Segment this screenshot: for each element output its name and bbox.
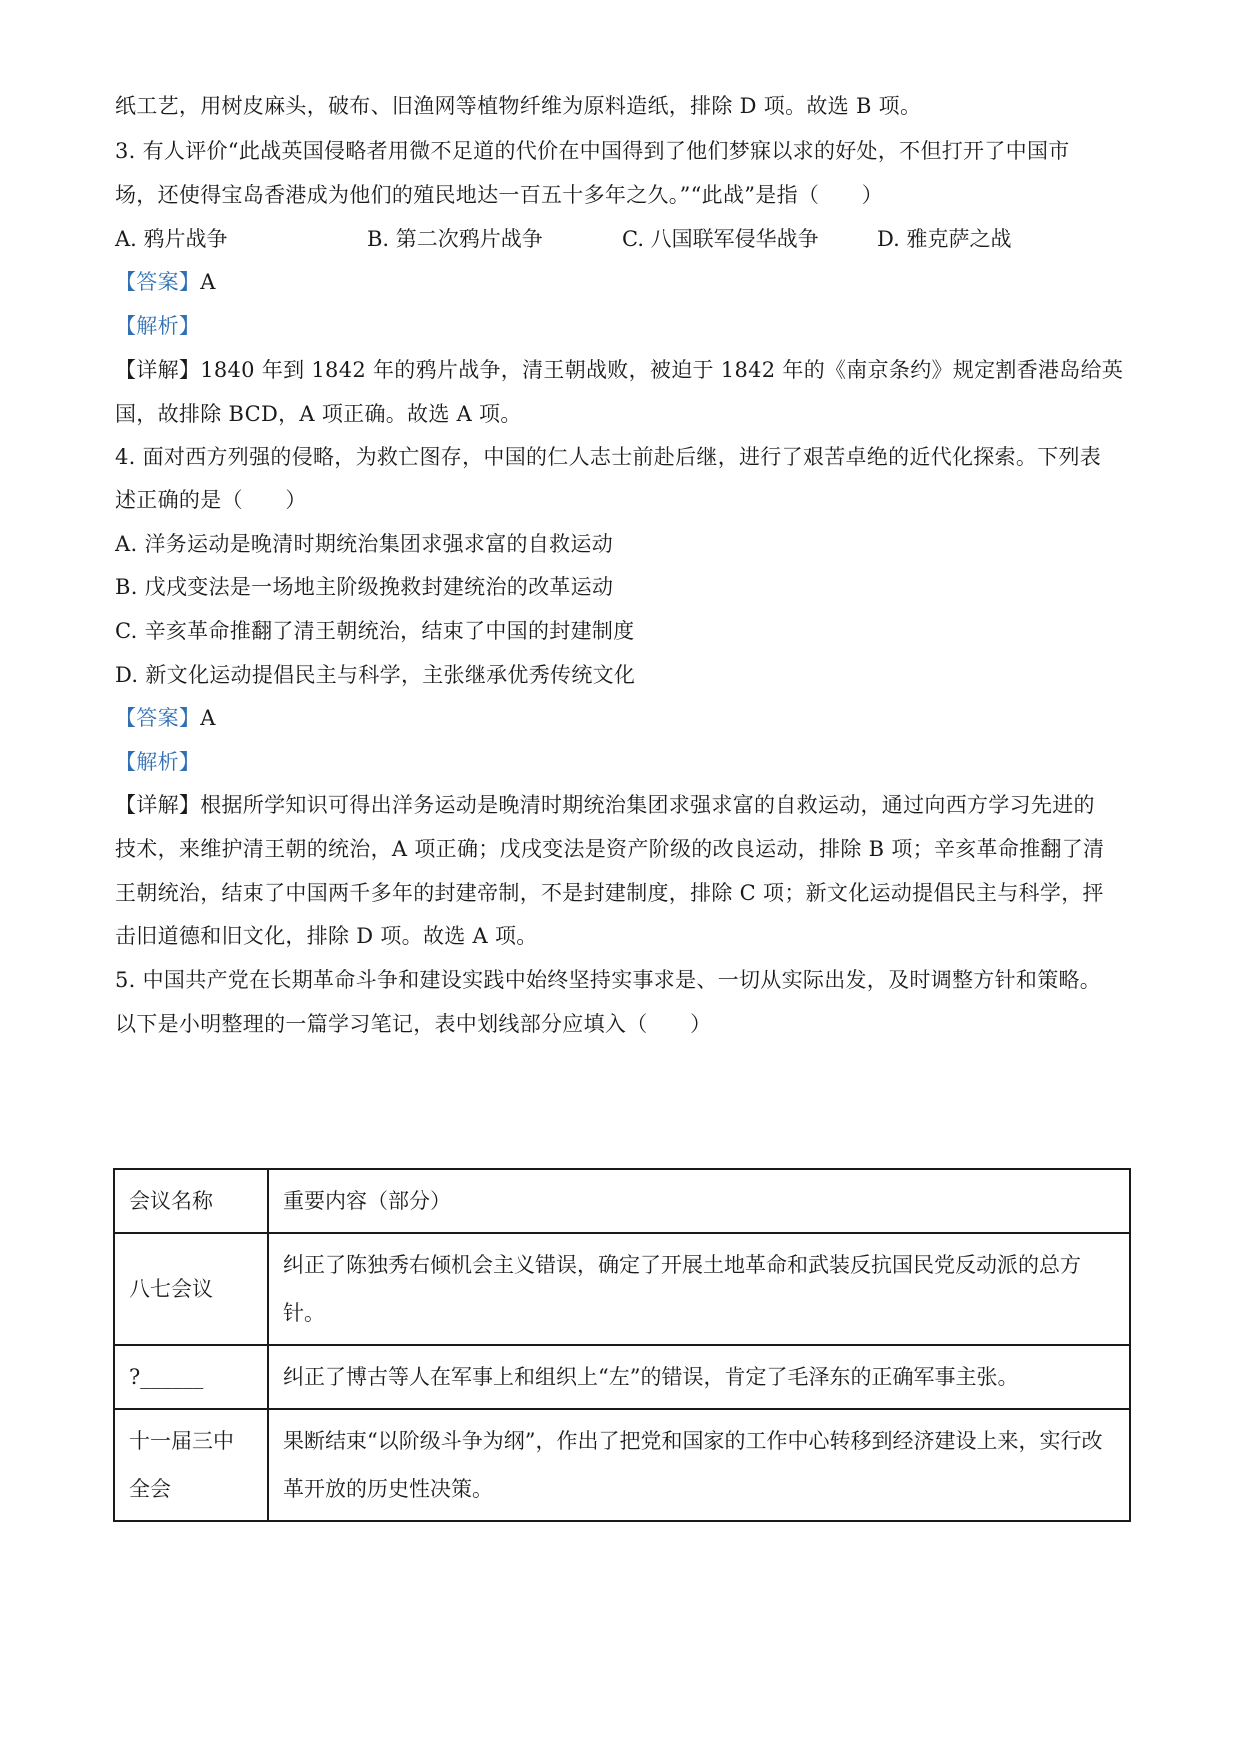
q4-detail-line-2: 技术，来维护清王朝的统治，A 项正确；戊戌变法是资产阶级的改良运动，排除 B 项；辛亥革命推翻了清	[115, 837, 1105, 861]
q3-option-b: B. 第二次鸦片战争	[367, 227, 543, 251]
question-3-stem-line-1: 3. 有人评价“此战英国侵略者用微不足道的代价在中国得到了他们梦寐以求的好处，不但打开了中国市	[115, 139, 1070, 163]
analysis-tag: 【解析】	[115, 750, 201, 774]
q3-option-a: A. 鸦片战争	[115, 227, 228, 251]
study-notes-table	[113, 1168, 1131, 1522]
question-4-stem-line-1: 4. 面对西方列强的侵略，为救亡图存，中国的仁人志士前赴后继，进行了艰苦卓绝的近代化探索。下列表	[115, 445, 1102, 469]
answer-tag: 【答案】	[115, 270, 201, 294]
q3-answer	[115, 268, 1135, 296]
q3-analysis-tag	[115, 312, 1135, 340]
table-cell-meeting: 八七会议	[114, 1233, 268, 1345]
answer-value: A	[200, 270, 216, 294]
q4-detail-line-4: 击旧道德和旧文化，排除 D 项。故选 A 项。	[115, 924, 538, 948]
paragraph-line: 纸工艺，用树皮麻头，破布、旧渔网等植物纤维为原料造纸，排除 D 项。故选 B 项。	[115, 94, 922, 118]
analysis-tag: 【解析】	[115, 314, 201, 338]
q3-detail-line-2: 国，故排除 BCD，A 项正确。故选 A 项。	[115, 402, 522, 426]
q4-answer	[115, 704, 1135, 732]
table-cell-content: 纠正了陈独秀右倾机会主义错误，确定了开展土地革命和武装反抗国民党反动派的总方针。	[268, 1233, 1130, 1345]
table-row	[114, 1409, 1130, 1521]
answer-tag: 【答案】	[115, 706, 201, 730]
q4-option-a: A. 洋务运动是晚清时期统治集团求强求富的自救运动	[115, 532, 614, 556]
table-cell-meeting: 十一届三中全会	[114, 1409, 268, 1521]
q4-option-b: B. 戊戌变法是一场地主阶级挽救封建统治的改革运动	[115, 575, 614, 599]
table-header-cell: 重要内容（部分）	[268, 1169, 1130, 1233]
table-header-cell: 会议名称	[114, 1169, 268, 1233]
q4-option-d: D. 新文化运动提倡民主与科学，主张继承优秀传统文化	[115, 663, 636, 687]
q4-option-c: C. 辛亥革命推翻了清王朝统治，结束了中国的封建制度	[115, 619, 635, 643]
question-4-stem-line-2: 述正确的是（ ）	[115, 488, 307, 512]
table-header-row	[114, 1169, 1130, 1233]
table-row	[114, 1345, 1130, 1409]
table-row	[114, 1233, 1130, 1345]
q3-option-d: D. 雅克萨之战	[877, 227, 1012, 251]
question-3-stem-line-2: 场，还使得宝岛香港成为他们的殖民地达一百五十多年之久。”“此战”是指（ ）	[115, 183, 884, 207]
table-cell-content: 纠正了博古等人在军事上和组织上“左”的错误，肯定了毛泽东的正确军事主张。	[268, 1345, 1130, 1409]
question-5-stem-line-1: 5. 中国共产党在长期革命斗争和建设实践中始终坚持实事求是、一切从实际出发，及时调整方针和策略。	[115, 968, 1102, 992]
q4-detail-line-1: 【详解】根据所学知识可得出洋务运动是晚清时期统治集团求强求富的自救运动，通过向西方学习先进的	[115, 793, 1095, 817]
table-cell-content: 果断结束“以阶级斗争为纲”，作出了把党和国家的工作中心转移到经济建设上来，实行改革开放的历史性决策。	[268, 1409, 1130, 1521]
q4-detail-line-3: 王朝统治，结束了中国两千多年的封建帝制，不是封建制度，排除 C 项；新文化运动提倡民主与科学，抨	[115, 881, 1104, 905]
q3-option-c: C. 八国联军侵华战争	[622, 227, 819, 251]
q3-detail-line-1: 【详解】1840 年到 1842 年的鸦片战争，清王朝战败，被迫于 1842 年的《南京条约》规定割香港岛给英	[115, 358, 1124, 382]
q4-analysis-tag	[115, 748, 1135, 776]
answer-value: A	[200, 706, 216, 730]
question-5-stem-line-2: 以下是小明整理的一篇学习笔记，表中划线部分应填入（ ）	[115, 1012, 712, 1036]
table-cell-meeting-blank: ?______	[114, 1345, 268, 1409]
